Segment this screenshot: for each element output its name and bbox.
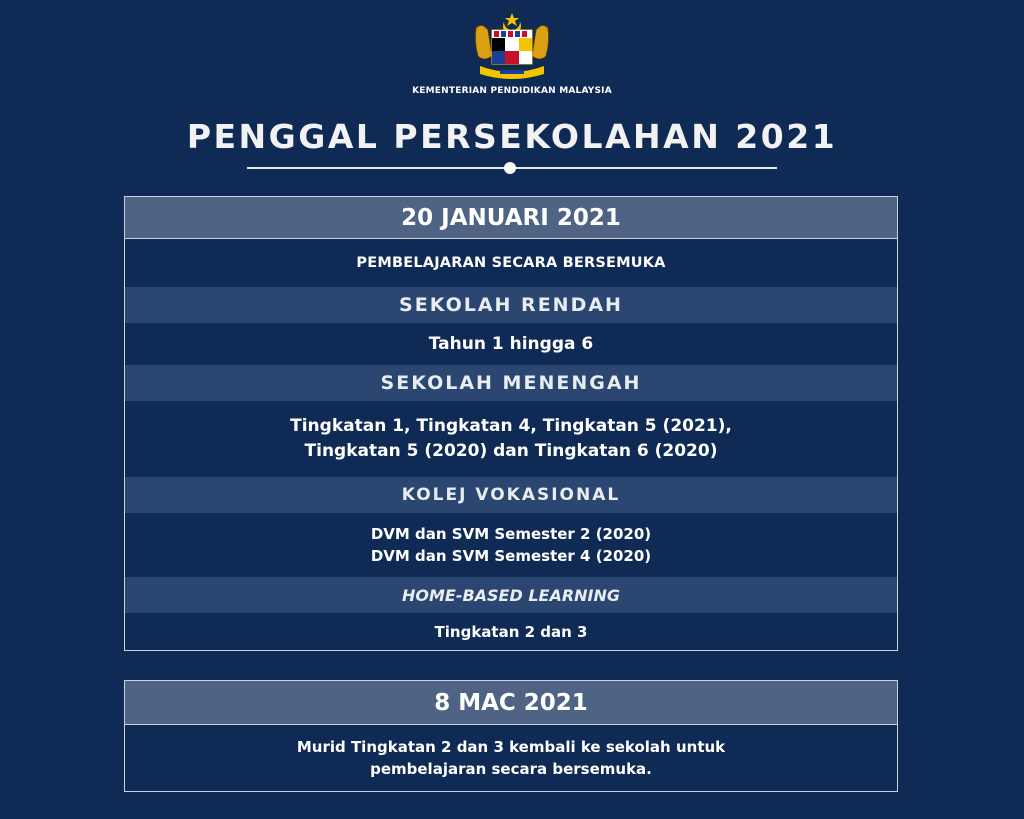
mode-label-row: [125, 239, 897, 287]
title-divider-dot: [504, 162, 516, 174]
schedule-panel-march: [124, 680, 898, 792]
malaysia-coat-of-arms-icon: [470, 12, 554, 82]
march-note: [125, 725, 897, 791]
section-body-home-based-learning: [125, 613, 897, 650]
section-line: Tingkatan 2 dan 3: [434, 622, 588, 641]
section-line: DVM dan SVM Semester 2 (2020): [370, 525, 652, 543]
section-line: Tingkatan 1, Tingkatan 4, Tingkatan 5 (2021),: [290, 416, 732, 436]
section-heading: SEKOLAH RENDAH: [399, 294, 623, 316]
note-line: Murid Tingkatan 2 dan 3 kembali ke sekolah untuk: [296, 738, 726, 756]
date-text: 8 MAC 2021: [434, 689, 588, 716]
section-heading-home-based-learning: [125, 577, 897, 613]
date-banner: [125, 681, 897, 725]
date-text: 20 JANUARI 2021: [401, 204, 621, 231]
section-heading-kolej-vokasional: [125, 477, 897, 513]
section-heading: SEKOLAH MENENGAH: [380, 372, 642, 394]
section-line: Tingkatan 5 (2020) dan Tingkatan 6 (2020): [304, 441, 718, 461]
ministry-name: KEMENTERIAN PENDIDIKAN MALAYSIA: [412, 86, 612, 96]
section-line: Tahun 1 hingga 6: [428, 333, 594, 354]
section-heading: HOME-BASED LEARNING: [401, 585, 621, 605]
section-line: DVM dan SVM Semester 4 (2020): [370, 547, 652, 565]
page-title: PENGGAL PERSEKOLAHAN 2021: [186, 117, 838, 156]
section-body-sekolah-menengah: [125, 401, 897, 477]
section-heading-sekolah-menengah: [125, 365, 897, 401]
section-heading: KOLEJ VOKASIONAL: [401, 485, 621, 505]
schedule-panel-january: [124, 196, 898, 651]
section-body-kolej-vokasional: [125, 513, 897, 577]
date-banner: [125, 197, 897, 239]
section-body-sekolah-rendah: [125, 323, 897, 365]
mode-label: PEMBELAJARAN SECARA BERSEMUKA: [356, 254, 666, 271]
section-heading-sekolah-rendah: [125, 287, 897, 323]
note-line: pembelajaran secara bersemuka.: [370, 760, 652, 778]
